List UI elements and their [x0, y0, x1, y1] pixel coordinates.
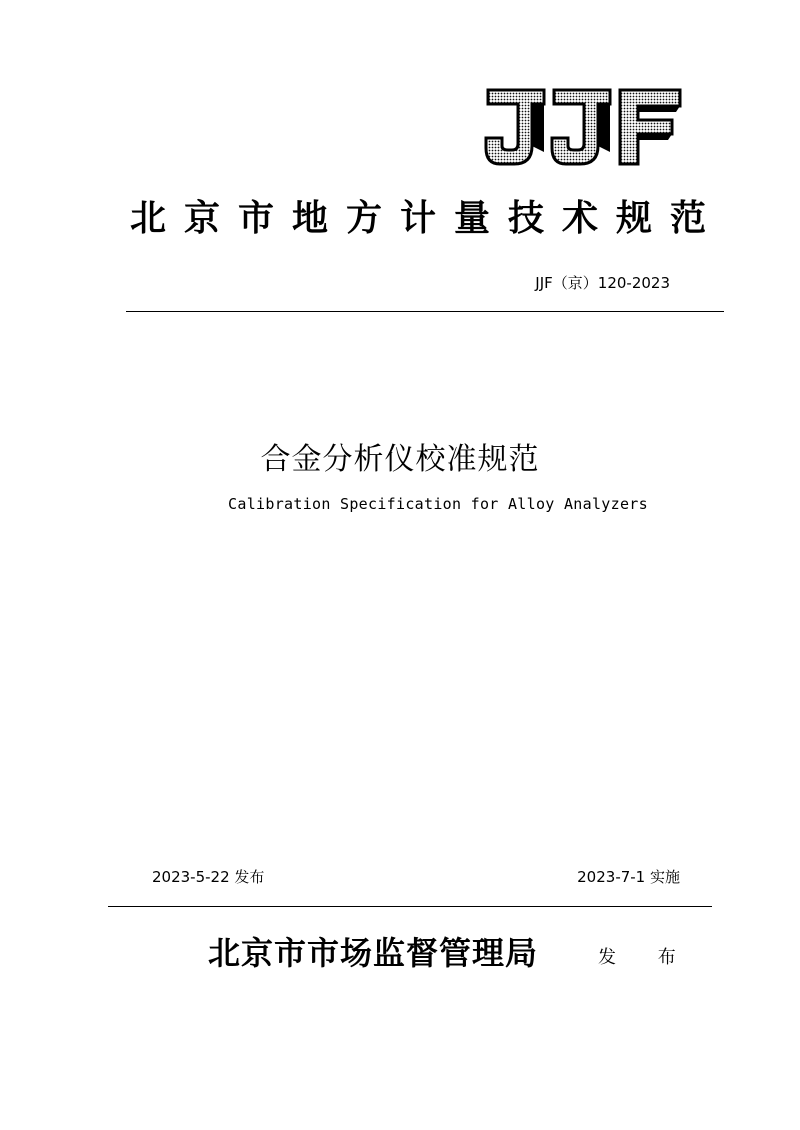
issue-date: 2023-5-22 发布	[152, 868, 265, 886]
header-divider	[126, 311, 724, 312]
document-title-english: Calibration Specification for Alloy Analyzers	[228, 495, 648, 513]
publish-label: 发 布	[598, 947, 694, 968]
publisher-name: 北京市市场监督管理局	[208, 934, 539, 972]
document-title-chinese: 合金分析仪校准规范	[260, 442, 540, 477]
effective-date: 2023-7-1 实施	[577, 868, 680, 886]
series-title: 北京市地方计量技术规范	[130, 197, 725, 239]
footer-divider	[108, 906, 712, 907]
jjf-logo	[482, 86, 684, 170]
document-number: JJF（京）120-2023	[535, 274, 670, 292]
